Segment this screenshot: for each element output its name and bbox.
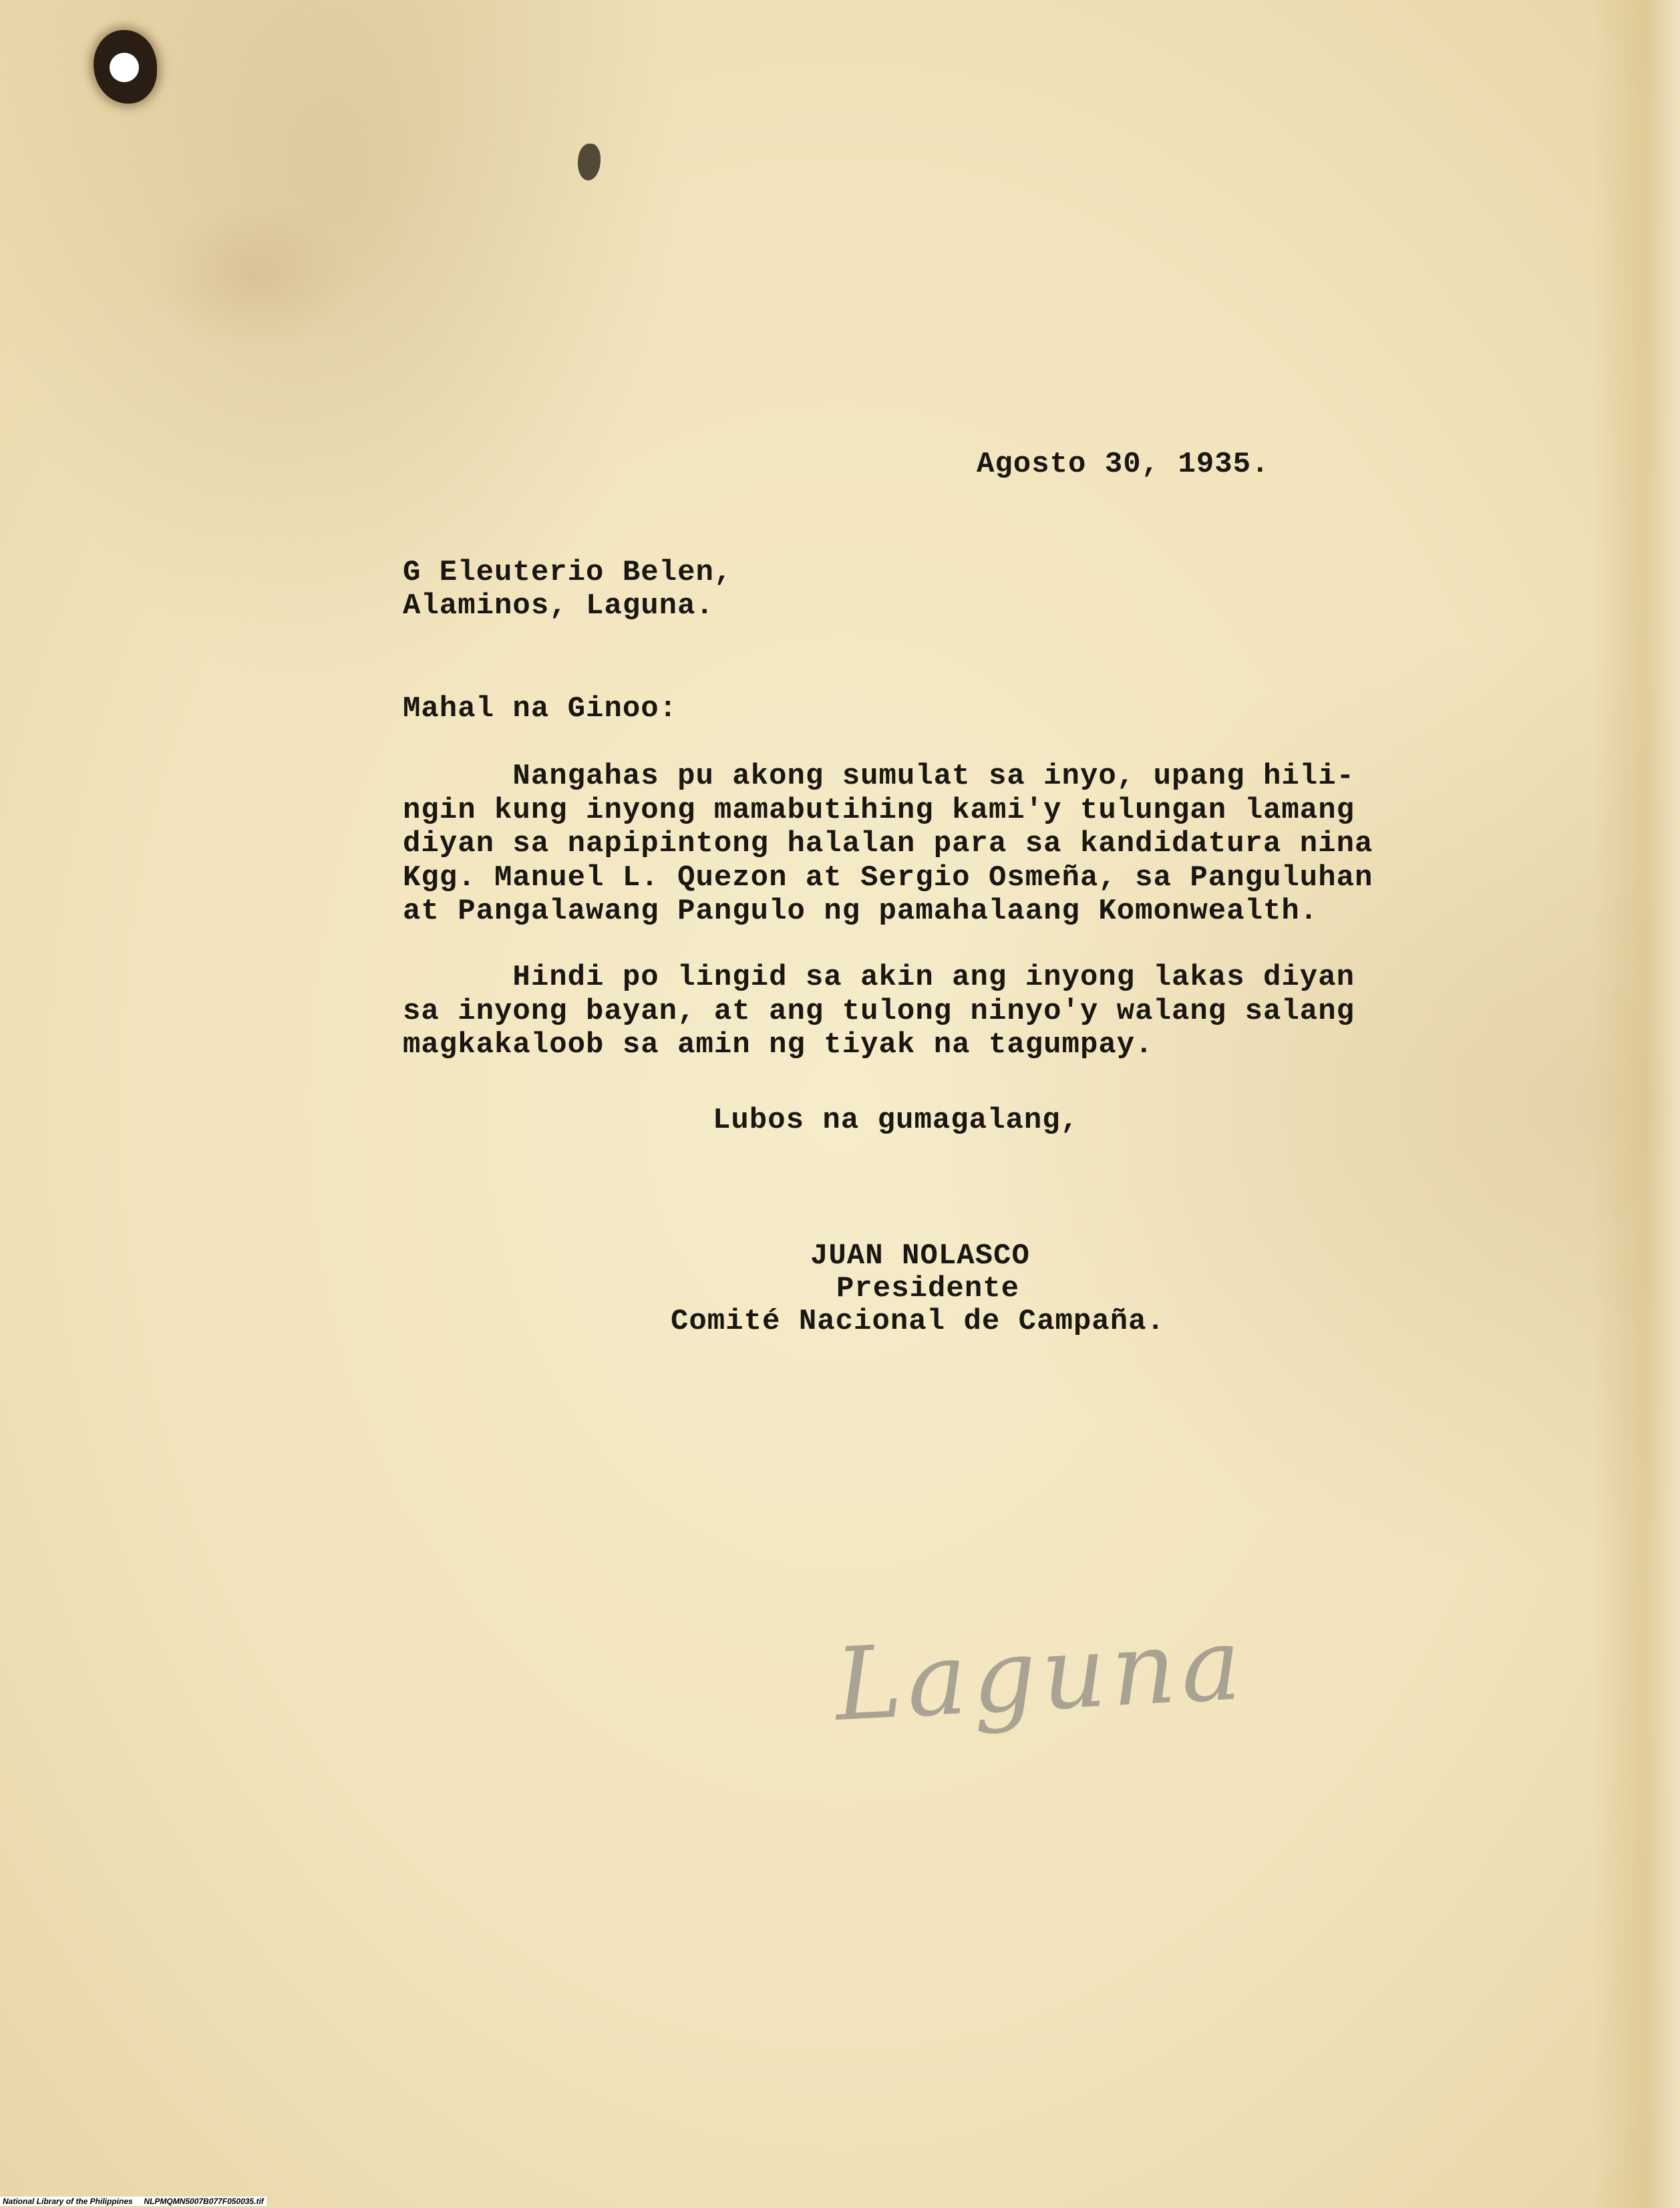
body-paragraph-2: Hindi po lingid sa akin ang inyong lakas diyan sa inyong bayan, at ang tulong ninyo'y walang salang magkakaloob sa amin ng tiyak na tagumpay. bbox=[403, 961, 1355, 1062]
closing: Lubos na gumagalang, bbox=[713, 1104, 1079, 1137]
archive-footer: National Library of the Philippines NLPMQMN5007B077F050035.tif bbox=[0, 2197, 267, 2206]
letter-date: Agosto 30, 1935. bbox=[977, 448, 1270, 481]
ink-splotch bbox=[578, 144, 601, 180]
signatory-name: JUAN NOLASCO bbox=[810, 1239, 1030, 1273]
salutation: Mahal na Ginoo: bbox=[403, 692, 678, 726]
addressee-name: G Eleuterio Belen, bbox=[403, 556, 733, 589]
water-stain bbox=[154, 200, 354, 347]
addressee-address: Alaminos, Laguna. bbox=[403, 589, 714, 623]
handwritten-note: Laguna bbox=[832, 1606, 1249, 1744]
signatory-title: Presidente bbox=[836, 1272, 1020, 1305]
body-paragraph-1: Nangahas pu akong sumulat sa inyo, upang hili- ngin kung inyong mamabutihing kami'y tulungan lamang diyan sa napipintong halalan para sa kandidatura nina Kgg. Manuel L. Quezon at Sergio Osmeña, sa Panguluhan at Pangalawang Pangulo ng pamahalaang Komonwealth. bbox=[403, 760, 1373, 928]
signatory-organization: Comité Nacional de Campaña. bbox=[671, 1305, 1165, 1338]
burn-hole bbox=[94, 30, 157, 104]
paper-edge bbox=[1593, 0, 1680, 2208]
addressee-block bbox=[403, 556, 732, 623]
